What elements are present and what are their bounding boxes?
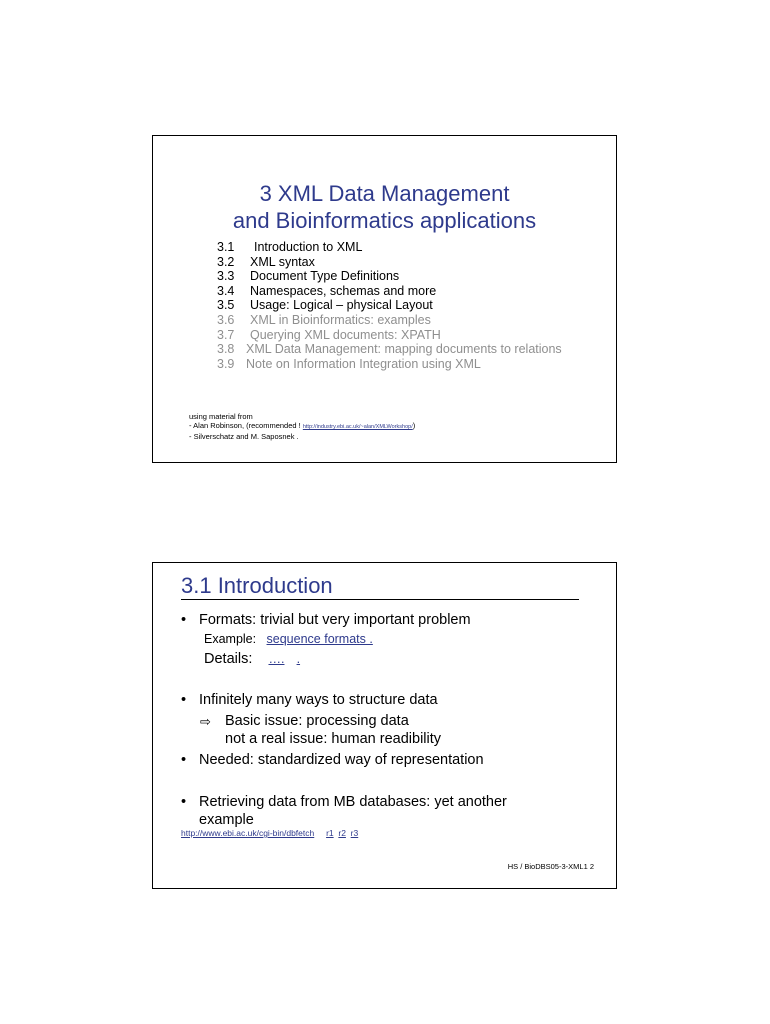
credits-intro: using material from — [189, 412, 253, 421]
slide-title: 3.1 Introduction — [181, 573, 579, 600]
dbfetch-links — [181, 828, 358, 838]
example-line: Example: sequence formats . — [204, 632, 373, 646]
arrow-item-continued: not a real issue: human readibility — [225, 731, 442, 747]
bullet-structure: • Infinitely many ways to structure data — [181, 692, 438, 708]
toc-item: 3.2 XML syntax — [217, 254, 315, 269]
sequence-formats-link[interactable]: sequence formats . — [266, 632, 373, 646]
ref-link-r2[interactable]: r2 — [338, 828, 346, 838]
bullet-retrieving: • Retrieving data from MB databases: yet another — [181, 794, 507, 810]
right-arrow-icon: ⇨ — [200, 714, 211, 729]
toc-item: 3.3 Document Type Definitions — [217, 269, 400, 284]
slide-title-line2: and Bioinformatics applications — [232, 208, 537, 233]
table-of-contents — [217, 240, 562, 371]
slide-title-line1: 3 XML Data Management — [259, 181, 510, 206]
dbfetch-url-link[interactable]: http://www.ebi.ac.uk/cgi-bin/dbfetch — [181, 828, 315, 838]
workshop-link[interactable]: http://industry.ebi.ac.uk/~alan/XMLWorkshop/ — [302, 424, 413, 430]
slide-introduction — [152, 562, 617, 889]
bullet-standardized: • Needed: standardized way of representation — [181, 752, 484, 768]
toc-item: 3.9 Note on Information Integration using XML — [217, 356, 481, 371]
slide-footer: HS / BioDBS05-3-XML1 2 — [507, 862, 594, 871]
credits-robinson: - Alan Robinson, (recommended ! http://industry.ebi.ac.uk/~alan/XMLWorkshop/) — [189, 421, 416, 430]
arrow-item: ⇨ Basic issue: processing data — [200, 713, 409, 729]
details-link-2[interactable]: . — [296, 652, 301, 666]
ref-link-r1[interactable]: r1 — [326, 828, 334, 838]
toc-item: 3.8 XML Data Management: mapping documents to relations — [217, 342, 562, 357]
toc-item: 3.1 Introduction to XML — [217, 240, 363, 254]
details-link-1[interactable]: …. — [268, 652, 285, 666]
credits-silverschatz: - Silverschatz and M. Saposnek . — [189, 432, 299, 441]
credits — [189, 412, 415, 441]
ref-link-r3[interactable]: r3 — [350, 828, 359, 838]
toc-item: 3.7 Querying XML documents: XPATH — [217, 327, 441, 342]
toc-item: 3.5 Usage: Logical – physical Layout — [217, 298, 433, 313]
bullet-formats: • Formats: trivial but very important problem — [181, 612, 471, 628]
bullet-retrieving-continued: example — [199, 812, 254, 828]
toc-item: 3.6 XML in Bioinformatics: examples — [217, 312, 431, 327]
slide-title-page — [152, 135, 617, 463]
toc-item: 3.4 Namespaces, schemas and more — [217, 283, 437, 298]
details-line: Details: …. . — [204, 651, 301, 667]
